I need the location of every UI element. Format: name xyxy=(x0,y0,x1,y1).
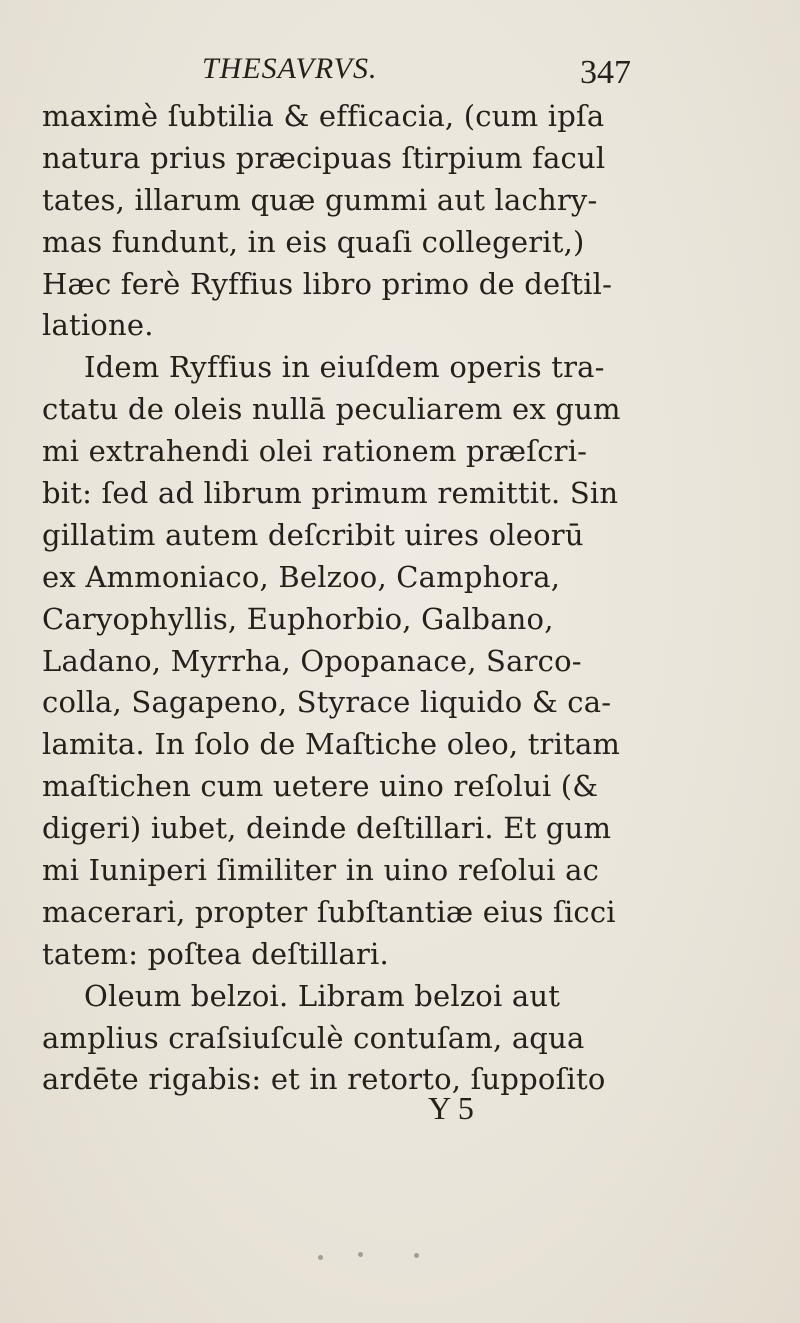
text-line: mi extrahendi olei rationem præſcri- xyxy=(42,434,588,469)
text-line: Ladano, Myrrha, Opopanace, Sarco- xyxy=(42,643,582,678)
text-line: bit: ſed ad librum primum remittit. Sin xyxy=(42,476,619,511)
text-line: amplius craſsiuſculè contuſam, aqua xyxy=(42,1020,585,1055)
text-line: mas fundunt, in eis quaſi collegerit,) xyxy=(42,224,585,259)
text-line: digeri) iubet, deinde deſtillari. Et gum xyxy=(42,811,612,846)
body-text xyxy=(42,96,662,1101)
paper-speck xyxy=(318,1255,323,1260)
text-line: gillatim autem deſcribit uires oleorū xyxy=(42,517,584,552)
paper-speck xyxy=(358,1252,363,1257)
text-line: tates, illarum quæ gummi aut lachry- xyxy=(42,182,598,217)
text-block xyxy=(42,46,662,1101)
text-line: Hæc ferè Ryffius libro primo de deſtil- xyxy=(42,266,613,301)
paper-speck xyxy=(414,1253,419,1258)
text-line: lamita. In ſolo de Maſtiche oleo, tritam xyxy=(42,727,621,762)
running-head: THESAVRVS. xyxy=(202,52,378,85)
signature-mark: Y 5 xyxy=(428,1090,474,1126)
text-line: ctatu de oleis nullā peculiarem ex gum xyxy=(42,392,621,427)
text-line: natura prius præcipuas ſtirpium facul xyxy=(42,140,606,175)
text-line: macerari, propter ſubſtantiæ eius ſicci xyxy=(42,894,616,929)
page-header xyxy=(42,46,662,96)
text-line: maximè ſubtilia & efficacia, (cum ipſa xyxy=(42,99,605,133)
text-line: ardēte rigabis: et in retorto, ſuppoſito xyxy=(42,1062,606,1097)
text-line: Idem Ryffius in eiuſdem operis tra- xyxy=(84,350,605,385)
text-line: mi Iuniperi ſimiliter in uino reſolui ac xyxy=(42,853,600,888)
text-line: tatem: poſtea deſtillari. xyxy=(42,936,389,971)
text-line: Oleum belzoi. Libram belzoi aut xyxy=(84,978,561,1013)
text-line: maſtichen cum uetere uino reſolui (& xyxy=(42,769,599,804)
text-line: Caryophyllis, Euphorbio, Galbano, xyxy=(42,601,554,636)
text-line: colla, Sagapeno, Styrace liquido & ca- xyxy=(42,685,612,720)
text-line: latione. xyxy=(42,308,154,343)
page-number: 347 xyxy=(580,54,631,91)
text-line: ex Ammoniaco, Belzoo, Camphora, xyxy=(42,559,561,594)
